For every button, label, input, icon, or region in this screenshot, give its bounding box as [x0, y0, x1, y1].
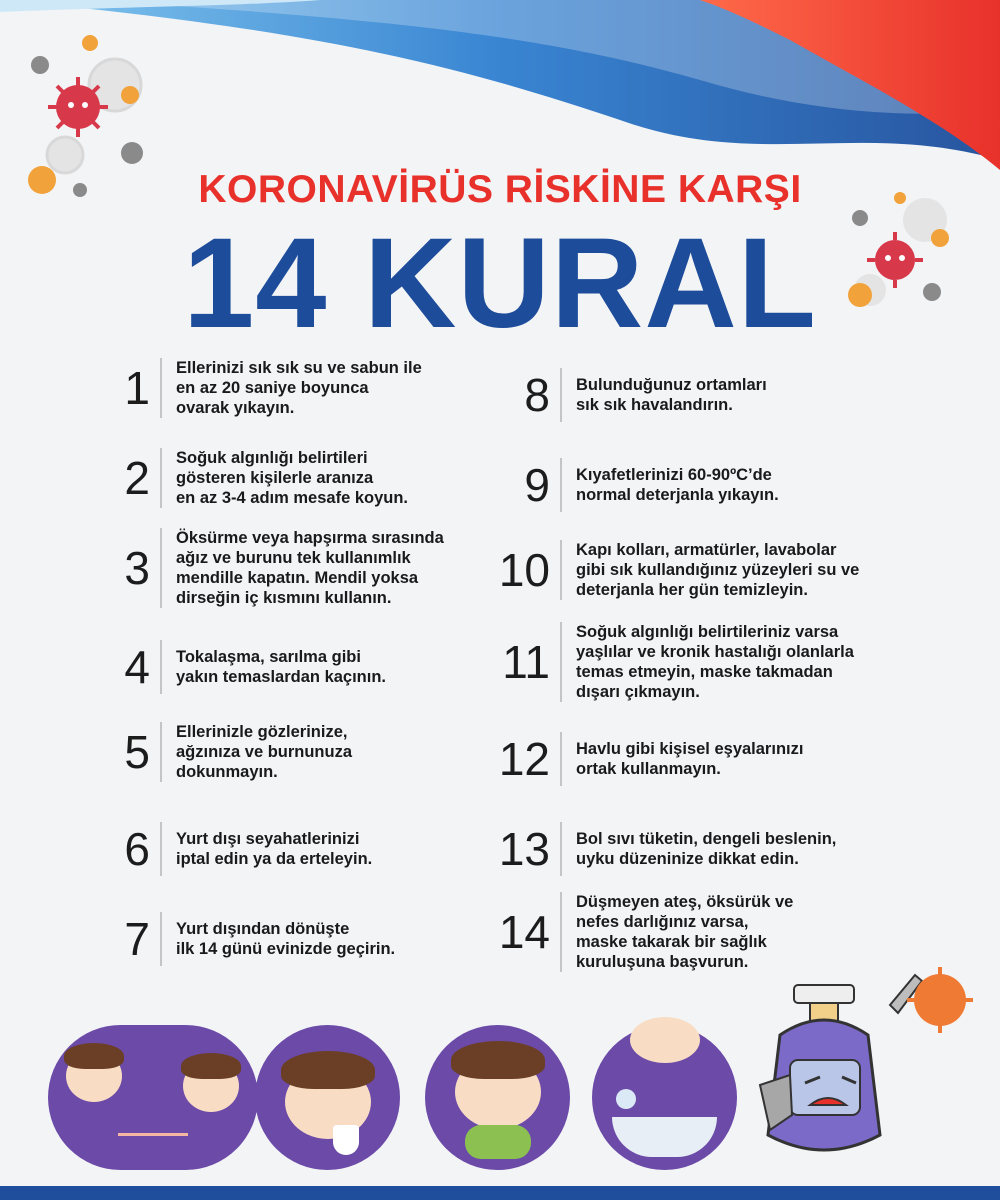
rule-text: Yurt dışı seyahatlerinizi iptal edin ya da erteleyin. — [176, 830, 373, 868]
kid-head-icon — [630, 1017, 700, 1063]
cover-mouth-illustration — [255, 1025, 400, 1170]
rule-divider — [560, 368, 562, 422]
poster-subtitle: KORONAVİRÜS RİSKİNE KARŞI — [198, 168, 802, 211]
rule-text: Havlu gibi kişisel eşyalarınızı ortak kullanmayın. — [576, 740, 804, 778]
rule-item-14 — [490, 892, 793, 972]
rule-divider — [160, 358, 162, 418]
bottom-blue-bar — [0, 1186, 1000, 1200]
rule-text: Öksürme veya hapşırma sırasında ağız ve burunu tek kullanımlık mendille kapatın. Mendil yoksa dirseğin iç kısmını kullanın. — [176, 529, 444, 607]
rule-number: 2 — [124, 452, 150, 504]
rule-number: 9 — [524, 459, 550, 511]
hand-sanitizer-mascot-icon — [750, 965, 980, 1175]
poster-title: 14 KURAL — [183, 212, 817, 355]
rule-number: 14 — [498, 906, 550, 958]
rule-divider — [160, 640, 162, 694]
rule-number: 1 — [124, 362, 150, 414]
rule-number: 10 — [498, 544, 550, 596]
kid-girl-hair-icon — [181, 1053, 241, 1079]
rule-divider — [160, 912, 162, 966]
rule-text: Düşmeyen ateş, öksürük ve nefes darlığınız varsa, maske takarak bir sağlık kuruluşuna başvurun. — [576, 893, 794, 971]
rule-item-4 — [90, 640, 386, 694]
rule-text: Kapı kolları, armatürler, lavabolar gibi sık kullandığınız yüzeyleri su ve deterjanla her gün temizleyin. — [576, 541, 860, 599]
rule-item-10 — [490, 540, 859, 600]
rule-number: 12 — [498, 733, 550, 785]
kid-girl-hair-icon — [451, 1041, 545, 1079]
rule-text: Kıyafetlerinizi 60-90ºC’de normal deterjanla yıkayın. — [576, 466, 779, 504]
rule-divider — [160, 722, 162, 782]
rule-divider — [160, 528, 162, 608]
rule-divider — [560, 732, 562, 786]
rule-item-6 — [90, 822, 372, 876]
rule-number: 8 — [524, 369, 550, 421]
rule-text: Soğuk algınlığı belirtileriniz varsa yaşlılar ve kronik hastalığı olanlarla temas etmeyin, maske takmadan dışarı çıkmayın. — [576, 623, 854, 701]
rule-item-13 — [490, 822, 836, 876]
rule-divider — [160, 822, 162, 876]
rule-item-2 — [90, 448, 408, 508]
sink-icon — [612, 1117, 717, 1157]
rule-number: 3 — [124, 542, 150, 594]
rule-text: Ellerinizi sık sık su ve sabun ile en az 20 saniye boyunca ovarak yıkayın. — [176, 359, 422, 417]
rule-divider — [560, 458, 562, 512]
rule-number: 11 — [502, 636, 550, 688]
rule-text: Bulunduğunuz ortamları sık sık havalandırın. — [576, 376, 767, 414]
kid-girl-hair-icon — [281, 1051, 375, 1089]
shield-icon — [333, 1125, 359, 1155]
rule-divider — [560, 540, 562, 600]
rule-item-8 — [490, 368, 767, 422]
rule-number: 13 — [498, 823, 550, 875]
rule-text: Tokalaşma, sarılma gibi yakın temaslardan kaçının. — [176, 648, 387, 686]
rule-divider — [560, 822, 562, 876]
soap-bubbles-icon — [616, 1089, 636, 1109]
rule-item-1 — [90, 358, 422, 418]
distance-arrow-icon — [118, 1133, 188, 1136]
rule-text: Bol sıvı tüketin, dengeli beslenin, uyku düzeninize dikkat edin. — [576, 830, 837, 868]
rule-divider — [560, 892, 562, 972]
distance-illustration — [48, 1025, 258, 1170]
rule-item-7 — [90, 912, 395, 966]
rule-text: Soğuk algınlığı belirtileri gösteren kişilerle aranıza en az 3-4 adım mesafe koyun. — [176, 449, 409, 507]
rule-number: 7 — [124, 913, 150, 965]
rule-number: 5 — [124, 726, 150, 778]
rule-divider — [160, 448, 162, 508]
rule-item-3 — [90, 528, 444, 608]
vegetables-icon — [465, 1125, 531, 1159]
rule-item-12 — [490, 732, 803, 786]
healthy-food-illustration — [425, 1025, 570, 1170]
rule-item-9 — [490, 458, 779, 512]
rule-number: 4 — [124, 641, 150, 693]
rule-item-11 — [490, 622, 854, 702]
rule-item-5 — [90, 722, 352, 782]
rule-text: Yurt dışından dönüşte ilk 14 günü evinizde geçirin. — [176, 920, 396, 958]
rule-divider — [560, 622, 562, 702]
rule-text: Ellerinizle gözlerinize, ağzınıza ve burnunuza dokunmayın. — [176, 723, 353, 781]
handwashing-illustration — [592, 1025, 737, 1170]
rule-number: 6 — [124, 823, 150, 875]
kid-boy-hair-icon — [64, 1043, 124, 1069]
